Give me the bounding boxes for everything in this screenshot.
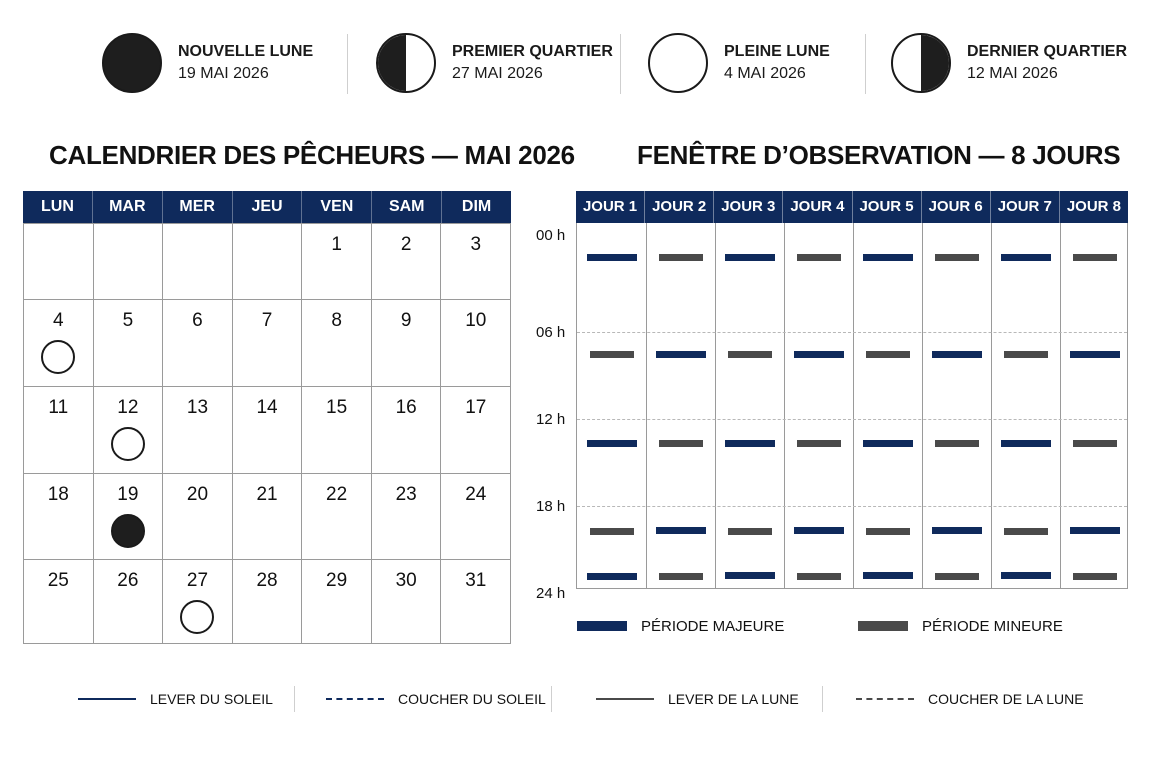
day-number: 13 <box>186 397 209 418</box>
weekday-mar: MAR <box>93 191 163 223</box>
phase-date: 19 MAI 2026 <box>178 65 269 82</box>
phase-name: PLEINE LUNE <box>724 43 830 60</box>
day-column-header: JOUR 5 <box>853 191 922 223</box>
observation-chart <box>576 191 1128 589</box>
major-period-bar <box>932 527 982 534</box>
major-period-bar <box>863 572 913 579</box>
minor-period-bar <box>1073 440 1117 447</box>
day-number: 18 <box>47 484 69 505</box>
hour-gridline <box>577 419 1127 420</box>
day-number: 30 <box>395 570 417 591</box>
day-cell-4[interactable] <box>24 300 94 387</box>
new-moon-icon <box>111 514 145 548</box>
major-period-bar <box>794 351 844 358</box>
minor-period-bar <box>797 440 841 447</box>
minor-period-bar <box>659 254 703 261</box>
day-cell-1[interactable] <box>302 224 372 300</box>
day-number: 1 <box>331 234 342 255</box>
day-number: 31 <box>465 570 487 591</box>
minor-period-bar <box>590 528 634 535</box>
day-number: 7 <box>261 310 273 331</box>
legend-minor <box>858 615 1063 637</box>
legend-label: LEVER DE LA LUNE <box>668 691 799 707</box>
phase-name: NOUVELLE LUNE <box>178 43 314 60</box>
day-cell-2[interactable] <box>372 224 442 300</box>
hour-gridline <box>577 506 1127 507</box>
day-number: 22 <box>326 484 348 505</box>
full-moon-icon <box>648 33 708 93</box>
hour-tick-label: 24 h <box>536 585 566 602</box>
phase-date: 4 MAI 2026 <box>724 65 806 82</box>
day-cell-30[interactable] <box>372 560 442 644</box>
day-number: 12 <box>117 397 139 418</box>
minor-period-bar <box>728 351 772 358</box>
observation-title: FENÊTRE D’OBSERVATION — 8 JOURS <box>637 140 1121 170</box>
legend-major <box>577 615 784 637</box>
major-period-bar <box>725 572 775 579</box>
day-cell-12[interactable] <box>94 387 164 474</box>
empty-day-cell <box>94 224 164 300</box>
major-period-bar <box>863 440 913 447</box>
day-column-header: JOUR 8 <box>1066 198 1122 215</box>
major-period-bar <box>794 527 844 534</box>
day-number: 9 <box>400 310 412 331</box>
empty-day-cell <box>163 224 233 300</box>
calendar-grid <box>23 223 511 644</box>
empty-day-cell <box>233 224 303 300</box>
day-number: 5 <box>122 310 134 331</box>
day-cell-26[interactable] <box>94 560 164 644</box>
moonrise-line <box>596 698 654 700</box>
phase-full-moon <box>648 30 830 96</box>
first-quarter-icon <box>376 33 436 93</box>
major-period-bar <box>725 254 775 261</box>
minor-period-bar <box>935 573 979 580</box>
full-moon-icon <box>41 340 75 374</box>
divider <box>551 686 552 712</box>
day-cell-7[interactable] <box>233 300 303 387</box>
day-number: 17 <box>465 397 487 418</box>
day-column-header: JOUR 3 <box>714 191 783 223</box>
legend-moonrise <box>596 686 799 712</box>
hour-tick-label: 18 h <box>536 498 566 515</box>
day-cell-6[interactable] <box>163 300 233 387</box>
minor-period-bar <box>1073 254 1117 261</box>
phase-last-quarter <box>891 30 1127 96</box>
day-cell-8[interactable] <box>302 300 372 387</box>
day-column-header: JOUR 6 <box>922 191 991 223</box>
major-period-bar <box>587 573 637 580</box>
day-number: 6 <box>192 310 203 331</box>
day-cell-14[interactable] <box>233 387 303 474</box>
day-number: 27 <box>186 570 209 591</box>
calendar-week <box>24 224 511 300</box>
day-header <box>576 191 1128 223</box>
day-number: 10 <box>465 310 487 331</box>
minor-period-bar <box>590 351 634 358</box>
day-cell-20[interactable] <box>163 474 233 560</box>
day-cell-16[interactable] <box>372 387 442 474</box>
legend-minor-label: PÉRIODE MINEURE <box>922 617 1063 635</box>
day-cell-24[interactable] <box>441 474 511 560</box>
day-cell-25[interactable] <box>24 560 94 644</box>
minor-period-bar <box>659 440 703 447</box>
day-cell-10[interactable] <box>441 300 511 387</box>
minor-period-bar <box>1004 351 1048 358</box>
weekday-lun: LUN <box>23 191 93 223</box>
day-cell-19[interactable] <box>94 474 164 560</box>
day-number: 20 <box>186 484 209 505</box>
day-cell-22[interactable] <box>302 474 372 560</box>
calendar-week <box>24 300 511 387</box>
day-number: 4 <box>53 310 64 331</box>
day-number: 25 <box>47 570 69 591</box>
sunrise-line <box>78 698 136 700</box>
major-period-bar <box>1001 572 1051 579</box>
day-number: 2 <box>400 234 412 255</box>
weekday-ven: VEN <box>302 191 372 223</box>
phase-first-quarter <box>376 30 613 96</box>
day-cell-29[interactable] <box>302 560 372 644</box>
calendar-week <box>24 387 511 474</box>
day-number: 26 <box>117 570 139 591</box>
day-number: 16 <box>395 397 417 418</box>
day-number: 23 <box>395 484 417 505</box>
last-quarter-moon-icon <box>111 427 145 461</box>
minor-period-bar <box>935 440 979 447</box>
weekday-header <box>23 191 511 223</box>
minor-period-bar <box>1073 573 1117 580</box>
weekday-jeu: JEU <box>233 191 303 223</box>
weekday-dim: DIM <box>461 198 492 215</box>
legend-label: COUCHER DU SOLEIL <box>398 691 546 707</box>
phase-new-moon <box>102 30 313 96</box>
major-period-bar <box>863 254 913 261</box>
moon-phase-legend <box>0 30 1152 96</box>
last-quarter-icon <box>891 33 951 93</box>
legend-label: LEVER DU SOLEIL <box>150 691 273 707</box>
day-cell-18[interactable] <box>24 474 94 560</box>
divider <box>347 34 348 94</box>
hour-tick-label: 12 h <box>536 411 566 428</box>
day-cell-15[interactable] <box>302 387 372 474</box>
day-cell-27[interactable] <box>163 560 233 644</box>
minor-period-bar <box>866 528 910 535</box>
day-number: 14 <box>256 397 278 418</box>
minor-period-bar <box>797 573 841 580</box>
minor-period-bar <box>728 528 772 535</box>
observation-grid <box>576 223 1128 589</box>
hour-tick-label: 00 h <box>536 227 566 244</box>
major-period-bar <box>932 351 982 358</box>
day-cell-17[interactable] <box>441 387 511 474</box>
day-number: 24 <box>465 484 487 505</box>
day-column-header: JOUR 4 <box>783 191 852 223</box>
sunset-line <box>326 698 384 700</box>
weekday-sam: SAM <box>372 191 442 223</box>
weekday-mer: MER <box>163 191 233 223</box>
day-cell-13[interactable] <box>163 387 233 474</box>
minor-period-bar <box>1004 528 1048 535</box>
day-number: 11 <box>48 397 69 418</box>
day-number: 3 <box>470 234 482 255</box>
day-column-header: JOUR 7 <box>991 191 1060 223</box>
day-number: 8 <box>331 310 342 331</box>
major-swatch <box>577 621 627 631</box>
divider <box>620 34 621 94</box>
phase-date: 27 MAI 2026 <box>452 65 543 82</box>
major-period-bar <box>1070 351 1120 358</box>
minor-period-bar <box>659 573 703 580</box>
major-period-bar <box>656 527 706 534</box>
legend-moonset <box>856 686 1084 712</box>
day-number: 21 <box>256 484 278 505</box>
major-period-bar <box>656 351 706 358</box>
day-cell-9[interactable] <box>372 300 442 387</box>
major-period-bar <box>1070 527 1120 534</box>
calendar-week <box>24 474 511 560</box>
moonset-line <box>856 698 914 700</box>
day-cell-11[interactable] <box>24 387 94 474</box>
day-cell-21[interactable] <box>233 474 303 560</box>
day-column-header: JOUR 2 <box>645 191 714 223</box>
major-period-bar <box>725 440 775 447</box>
divider <box>294 686 295 712</box>
day-cell-3[interactable] <box>441 224 511 300</box>
legend-sunrise <box>78 686 273 712</box>
day-cell-5[interactable] <box>94 300 164 387</box>
first-quarter-moon-icon <box>180 600 214 634</box>
minor-swatch <box>858 621 908 631</box>
minor-period-bar <box>866 351 910 358</box>
phase-name: PREMIER QUARTIER <box>452 43 613 60</box>
divider <box>822 686 823 712</box>
day-number: 29 <box>326 570 348 591</box>
phase-date: 12 MAI 2026 <box>967 65 1058 82</box>
month-calendar <box>23 191 511 644</box>
minor-period-bar <box>797 254 841 261</box>
legend-label: COUCHER DE LA LUNE <box>928 691 1084 707</box>
day-column-header: JOUR 1 <box>576 191 645 223</box>
major-period-bar <box>587 440 637 447</box>
legend-major-label: PÉRIODE MAJEURE <box>641 617 785 635</box>
legend-sunset <box>326 686 546 712</box>
major-period-bar <box>1001 254 1051 261</box>
day-cell-31[interactable] <box>441 560 511 644</box>
major-period-bar <box>587 254 637 261</box>
empty-day-cell <box>24 224 94 300</box>
day-number: 15 <box>326 397 348 418</box>
major-period-bar <box>1001 440 1051 447</box>
calendar-title: CALENDRIER DES PÊCHEURS — MAI 2026 <box>49 140 575 170</box>
minor-period-bar <box>935 254 979 261</box>
hour-tick-label: 06 h <box>536 324 566 341</box>
day-cell-23[interactable] <box>372 474 442 560</box>
day-cell-28[interactable] <box>233 560 303 644</box>
day-number: 28 <box>256 570 278 591</box>
hour-gridline <box>577 332 1127 333</box>
day-number: 19 <box>117 484 139 505</box>
calendar-week <box>24 560 511 644</box>
phase-name: DERNIER QUARTIER <box>967 43 1128 60</box>
new-moon-icon <box>102 33 162 93</box>
divider <box>865 34 866 94</box>
